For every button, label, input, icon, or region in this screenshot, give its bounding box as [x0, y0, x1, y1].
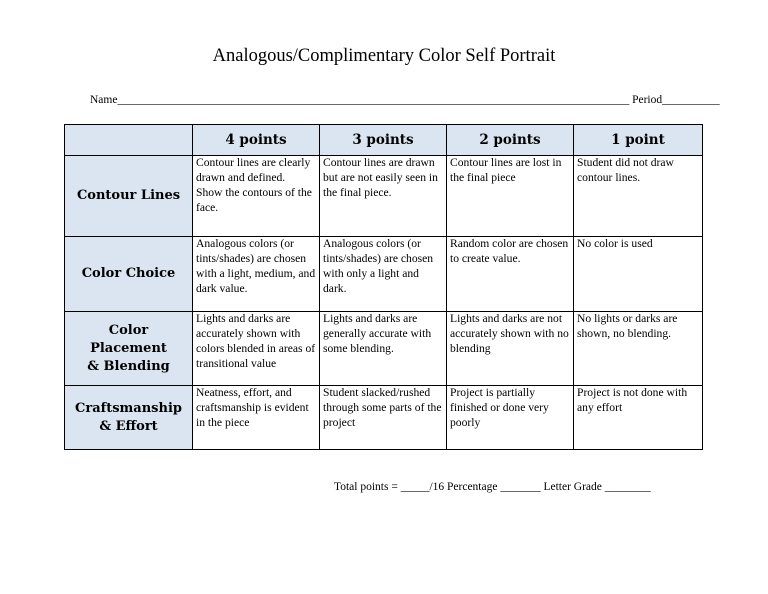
score-footer: Total points = _____/16 Percentage _______ Letter Grade ________	[334, 481, 651, 493]
name-period-line: Name_________________________________________________________________________________________ Period__________	[90, 94, 720, 106]
rubric-header-1-point: 1 point	[574, 125, 703, 156]
rubric-row-craftsmanship	[65, 386, 703, 450]
rubric-cell: Student slacked/rushed through some parts of the project	[320, 386, 447, 450]
criterion-label: Color Placement & Blending	[65, 312, 193, 386]
rubric-cell: No color is used	[574, 237, 703, 312]
rubric-cell: Lights and darks are generally accurate with some blending.	[320, 312, 447, 386]
rubric-cell: Contour lines are lost in the final piece	[447, 156, 574, 237]
rubric-cell: Project is not done with any effort	[574, 386, 703, 450]
criterion-label: Craftsmanship & Effort	[65, 386, 193, 450]
rubric-cell: Analogous colors (or tints/shades) are chosen with only a light and dark.	[320, 237, 447, 312]
rubric-header-row	[65, 125, 703, 156]
rubric-header-4-points: 4 points	[193, 125, 320, 156]
rubric-cell: Contour lines are clearly drawn and defined. Show the contours of the face.	[193, 156, 320, 237]
rubric-row-color-placement	[65, 312, 703, 386]
rubric-cell: Lights and darks are not accurately shown with no blending	[447, 312, 574, 386]
rubric-header-3-points: 3 points	[320, 125, 447, 156]
criterion-label: Color Choice	[65, 237, 193, 312]
rubric-cell: Lights and darks are accurately shown with colors blended in areas of transitional value	[193, 312, 320, 386]
rubric-cell: No lights or darks are shown, no blending.	[574, 312, 703, 386]
rubric-cell: Analogous colors (or tints/shades) are chosen with a light, medium, and dark value.	[193, 237, 320, 312]
rubric-table	[64, 124, 703, 450]
rubric-header-blank	[65, 125, 193, 156]
rubric-cell: Contour lines are drawn but are not easily seen in the final piece.	[320, 156, 447, 237]
rubric-row-contour-lines	[65, 156, 703, 237]
rubric-cell: Project is partially finished or done very poorly	[447, 386, 574, 450]
rubric-cell: Random color are chosen to create value.	[447, 237, 574, 312]
rubric-header-2-points: 2 points	[447, 125, 574, 156]
criterion-label: Contour Lines	[65, 156, 193, 237]
rubric-cell: Student did not draw contour lines.	[574, 156, 703, 237]
rubric-row-color-choice	[65, 237, 703, 312]
page-title: Analogous/Complimentary Color Self Portrait	[212, 46, 556, 66]
rubric-cell: Neatness, effort, and craftsmanship is evident in the piece	[193, 386, 320, 450]
